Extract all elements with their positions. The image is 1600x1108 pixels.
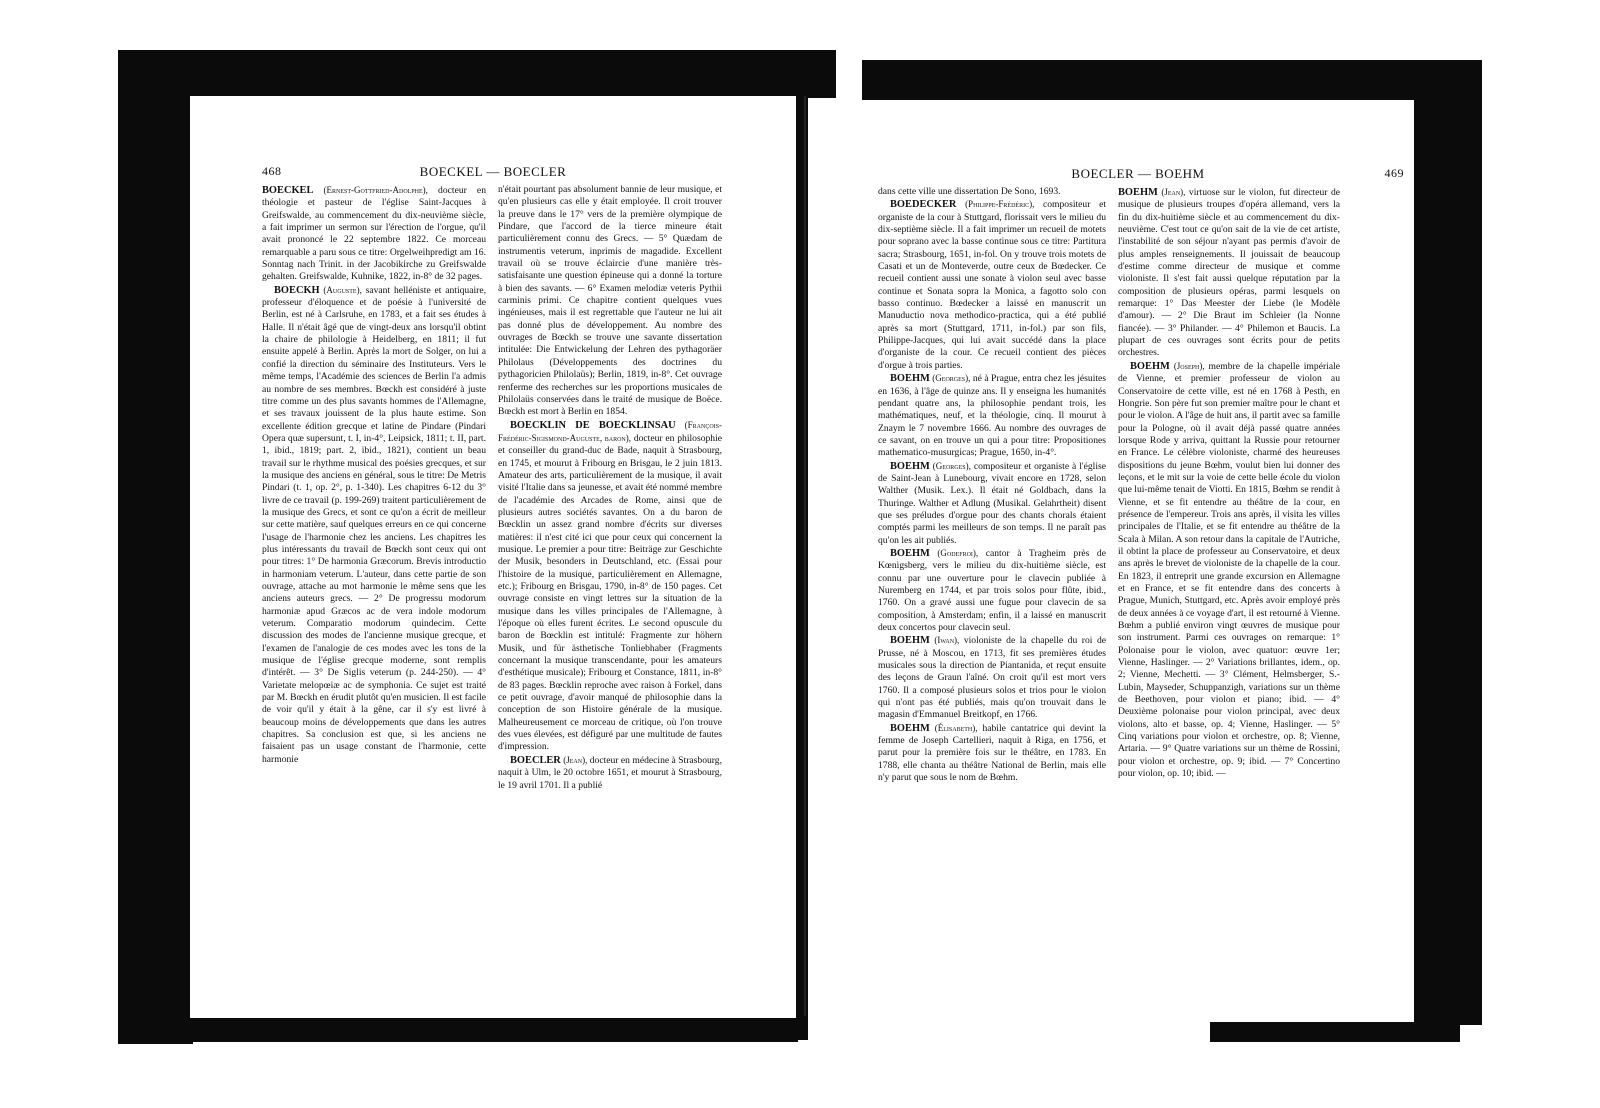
names: (Iwan), — [934, 635, 960, 646]
entry-boeckh — [262, 284, 486, 766]
entry-text: né à Prague, entra chez les jésuites en 1636, à l'âge de quinze ans. Il y enseigna les humanités pendant quatre ans, la philosophie pendant trois, les mathématiques, neuf, et la théologie, cinq. Il mourut à Znaym le 7 novembre 1666. Au nombre des ouvrages de ce savant, on en trouve un qui a pour titre: Propositiones mathematico-musurgicas; Prague, 1650, in-4°. — [878, 373, 1107, 459]
entry-boedecker — [878, 198, 1106, 372]
names: (Ernest-Gottfried-Adolphe), — [323, 185, 428, 195]
entry-boehm-godefroi — [878, 547, 1106, 634]
entry-boehm-jean — [1118, 186, 1340, 360]
headword: BOEHM — [890, 635, 930, 647]
entry-boeckel — [262, 184, 486, 284]
right-running-head: BOECLER — BOEHM — [1071, 166, 1205, 181]
names: (Georges), — [932, 373, 971, 384]
headword: BOECLER — [510, 754, 561, 766]
entry-boecler-continued — [878, 186, 1106, 198]
left-page-header — [190, 162, 796, 184]
entry-text: virtuose sur le violon, fut directeur de musique de plusieurs troupes d'opéra allemand, vers la fin du dix-huitième siècle et au commencement du dix-neuvième. C'est tout ce qu'on sait de la vie de cet artiste, l'instabilité de son séjour n'ayant pas permis d'avoir de plus amples renseignements. Il jouissait de beaucoup d'estime comme directeur de musique et comme violoniste. Il s'est fait aussi quelque réputation par la composition de plusieurs opéras, parmi lesquels on remarque: 1° Das Meester der Liebe (le Modèle d'amour). — 2° Die Braut im Schleier (la Nonne fiancée). — 3° Philander. — 4° Philemon et Baucis. La plupart de ces ouvrages sont écrits pour de petits orchestres. — [1118, 187, 1341, 359]
names: (Joseph), — [1173, 360, 1205, 371]
right-page-number: 469 — [1384, 166, 1404, 180]
entry-boehm-georges-1 — [878, 372, 1106, 459]
right-page-scan-border-bottom — [1210, 1022, 1460, 1042]
right-page — [862, 100, 1414, 1022]
entry-boehm-elisabeth — [878, 722, 1106, 785]
right-page-scan-border-right — [1412, 60, 1482, 1025]
names: (Georges), — [932, 460, 971, 471]
left-page-scan-border-bottom — [118, 1018, 798, 1042]
headword: BOEHM — [1118, 187, 1158, 198]
entry-text: compositeur et organiste de la cour à Stuttgard, florissait vers le milieu du dix-septième siècle. Il a fait imprimer un recueil de motets pour soprano avec la basse continue sous ce titre: Partitura sacra; Strasbourg, 1651, in-fol. On y trouve trois motets de Casati et un de Monteverde, outre ceux de Bœdecker. Ce recueil contient aussi une sonate à violon seul avec basse continue et Sonata sopra la Monica, a fagotto solo con basso continuo. Bœdecker a laissé en manuscrit un Manuductio nova methodico-practica, qui a été publié après sa mort (Stuttgard, 1711, in-fol.) par son fils, Philippe-Jacques, qui lui avait succédé dans la place d'organiste de la cour. Ce recueil contient des pièces d'orgue à trois parties. — [878, 199, 1106, 371]
right-page-scan-border-top — [862, 60, 1482, 102]
right-page-header — [862, 164, 1414, 186]
right-page-column-1 — [878, 186, 1106, 785]
entry-boehm-iwan — [878, 634, 1106, 721]
headword: BOECKH — [274, 284, 320, 296]
entry-text: n'était pourtant pas absolument bannie de leur musique, et qu'en plusieurs cas elle y était employée. Il croit trouver la preuve dans le 17° vers de la première olympique de Pindare, que l'accord de la tierce mineure était particulièrement connu des Grecs. — 5° Quædam de instrumentis veterum, inprimis de magadide. Excellent travail où se trouve éclaircie d'une manière très-satisfaisante une question épineuse qui a donné la torture à bien des savants. — 6° Examen melodiæ veteris Pythii carminis primi. Ce chapitre contient quelques vues ingénieuses, mais il est regrettable que l'auteur ne lui ait pas donné plus de développement. Au nombre des ouvrages de Bœckh se trouve une savante dissertation intitulée: Die Entwickelung der Lehren des pythagoräer Philolaus (Développements des doctrines du pythagoricien Philolaüs); Berlin, 1819, in-8°. Cet ouvrage renferme des recherches sur les proportions musicales de Philolaüs conservées dans le traité de musique de Boëce. Bœckh est mort à Berlin en 1854. — [498, 184, 722, 418]
entry-boehm-joseph — [1118, 360, 1340, 781]
left-page-scan-border-left — [118, 50, 193, 1044]
entry-text: savant helléniste et antiquaire, professeur d'éloquence et de poésie à l'université de Berlin, est né à Carlsruhe, en 1783, et a fait ses études à Halle. Il n'était âgé que de vingt-deux ans lorsqu'il obtint la chaire de philologie à Heidelberg, en 1811; il fut ensuite appelé à Berlin. Après la mort de Solger, on lui a confié la direction du séminaire des Instituteurs. Vers le même temps, l'Académie des sciences de Berlin l'a admis au nombre de ses membres. Bœckh est considéré à juste titre comme un des plus savants hommes de l'Allemagne, et ses travaux jouissent de la plus haute estime. Son excellente édition grecque et latine de Pindare (Pindari Opera quæ supersunt, t. I, in-4°, Leipsick, 1811; t. II, part. 1, ibid., 1819; part. 2, ibid., 1821), contient un beau travail sur le rhythme musical des poésies grecques, et sur la musique des anciens en général, sous le titre: De Metris Pindari (t. 1, op. 2°, p. 1-340). Les chapitres 6-12 du 3° livre de ce travail (p. 199-269) traitent particulièrement de la musique des Grecs, et sont ce qu'on a écrit de meilleur sur cette matière, sauf quelques erreurs en ce qui concerne l'usage de l'harmonie chez les anciens. Les chapitres les plus intéressants du travail de Bœckh sont ceux qui ont pour titres: 1° De harmonia Græcorum. Brevis introductio in harmoniam veterum. L'auteur, dans cette partie de son ouvrage, attache au mot harmonie le même sens que les anciens auteurs grecs. — 2° De progressu modorum harmoniæ apud Græcos ac de vera indole modorum veterum. Comparatio modorum quindecim. Cette discussion des modes de l'ancienne musique grecque, et l'examen de l'analogie de ces modes avec les tons de la musique de l'église grecque moderne, sont remplis d'intérêt. — 3° De Siglis veterum (p. 244-250). — 4° Varietate melopœiæ ac de symphonia. Ce sujet est traité par M. Bœckh en érudit plutôt qu'en musicien. Il est facile de voir qu'il y était à la gêne, car il s'y est livré à beaucoup moins de développements que dans les autres chapitres. Sa conclusion est que, si les anciens ne faisaient pas un usage constant de l'harmonie, cette harmonie — [262, 284, 486, 765]
entry-text: compositeur et organiste à l'église de Saint-Jean à Lunebourg, vivait encore en 1728, selon Walther (Musik. Lex.). Il était né Goldbach, dans la Thuringe. Walther et Adlung (Musikal. Gelahrtheit) disent que ses préludes d'orgue pour des chants chorals étaient comptés parmi les meilleurs de son temps. Il ne paraît pas qu'on les ait publiés. — [878, 460, 1106, 546]
headword: BOECKLIN DE BOECKLINSAU — [510, 419, 676, 431]
headword: BOEHM — [890, 460, 930, 472]
headword: BOEHM — [1130, 360, 1170, 372]
entry-boehm-georges-2 — [878, 460, 1106, 547]
left-running-head: BOECKEL — BOECLER — [419, 164, 567, 179]
left-gutter-line — [804, 96, 806, 1016]
entry-text: cantor à Tragheim près de Kœnigsberg, vers le milieu du dix-huitième siècle, est connu par une ouverture pour le clavecin publiée à Nuremberg en 1744, et par trois solos pour flûte, ibid., 1760. On a gravé aussi une fugue pour clavecin de sa composition, à Amsterdam; enfin, il a laissé en manuscrit deux concertos pour clavecin seul. — [878, 547, 1106, 634]
names: (Philippe-Frédéric), — [965, 199, 1035, 210]
entry-text: docteur en médecine à Strasbourg, naquit à Ulm, le 20 octobre 1651, et mourut à Strasbourg, le 19 avril 1701. Il a publié — [498, 754, 722, 791]
entry-boeckh-continued — [498, 184, 722, 419]
headword: BOEHM — [890, 722, 930, 734]
headword: BOEHM — [890, 373, 930, 385]
entry-text: dans cette ville une dissertation De Sono, 1693. — [878, 186, 1061, 197]
entry-text: violoniste de la chapelle du roi de Prusse, né à Moscou, en 1713, fit ses premières études musicales sous la direction de Piantanida, et reçut ensuite des leçons de Graun l'aîné. On croit qu'il est mort vers 1760. Il a composé plusieurs solos et trios pour le violon qui n'ont pas été publiés, mais qu'on trouvait dans le magasin d'Emmanuel Breitkopf, en 1766. — [878, 635, 1107, 721]
left-page — [190, 96, 796, 1018]
names: (Élisabeth), — [934, 722, 978, 733]
names: (François-Frédéric-Sigismond-Auguste, baron), — [498, 419, 722, 443]
entry-boecler — [498, 754, 722, 792]
entry-text: docteur en philosophie et conseiller du grand-duc de Bade, naquit à Strasbourg, en 1745, et mourut à Fribourg en Brisgau, le 2 juin 1813. Amateur des arts, particulièrement de la musique, il avait visité l'Italie dans sa jeunesse, et avait été nommé membre de l'académie des Arcades de Rome, ainsi que de plusieurs autres sociétés savantes. On a du baron de Bœcklin un assez grand nombre d'écrits sur diverses matières: il n'est cité ici que pour ceux qui concernent la musique. Le premier a pour titre: Beiträge zur Geschichte der Musik, besonders in Deutschland, etc. (Essai pour l'histoire de la musique, particulièrement en Allemagne, etc.); Fribourg en Brisgau, 1790, in-8° de 150 pages. Cet ouvrage consiste en vingt lettres sur la situation de la musique dans les villes principales de l'Allemagne, à l'époque où elles furent écrites. Le second opuscule du baron de Bœcklin est intitulé: Fragmente zur höhern Musik, und für ästhetische Tonliebhaber (Fragments concernant la musique transcendante, pour les amateurs d'esthétique musicale); Fribourg et Constance, 1811, in-8° de 83 pages. Bœcklin reproche avec raison à Forkel, dans ce petit ouvrage, d'avoir manqué de philosophie dans la conception de son Histoire générale de la musique. Malheureusement ce morceau de critique, où l'on trouve des vues élevées, est défiguré par une multitude de fautes d'impression. — [498, 432, 723, 753]
left-page-scan-border-top — [118, 50, 836, 98]
entry-text: docteur en théologie et pasteur de l'église Saint-Jacques à Greifswalde, au commencement du dix-neuvième siècle, a fait imprimer un sermon sur l'érection de l'orgue, qu'il avait prononcé le 22 septembre 1822. Ce morceau remarquable a paru sous ce titre: Orgelweihpredigt am 16. Sonntag nach Trinit. in der Jacobikirche zu Greifswalde gehalten. Greifswalde, Kuhnike, 1822, in-8° de 32 pages. — [262, 185, 486, 283]
left-page-column-2 — [498, 184, 722, 792]
headword: BOECKEL — [262, 185, 314, 196]
names: (Jean), — [1161, 187, 1186, 197]
names: (Godefroi), — [937, 547, 979, 558]
headword: BOEDECKER — [890, 199, 957, 211]
names: (Jean), — [563, 754, 588, 765]
entry-text: membre de la chapelle impériale de Vienne, et premier professeur de violon au Conservatoire de cette ville, est né en 1768 à Pesth, en Hongrie. Son père fut son premier maître pour le chant et pour le violon. A l'âge de huit ans, il partit avec sa famille pour la Pologne, où il avait déjà passé quatre années lorsque Rode y arriva, quittant la Russie pour retourner en France. Le célèbre violoniste, charmé des heureuses dispositions du jeune Bœhm, voulut bien lui donner des leçons, et le mit sur la voie de cette belle école du violon que lui-même tenait de Viotti. En 1815, Bœhm se rendit à Vienne, et se fit entendre au théâtre de la cour, en présence de l'empereur. Trois ans après, il visita les villes principales de l'Italie, et se fit entendre au théâtre de la Scala à Milan. A son retour dans la capitale de l'Autriche, il obtint la place de professeur au Conservatoire, et deux ans après le brevet de violoniste de la chapelle de la cour. En 1823, il entreprit une grande excursion en Allemagne et en France, et se fit entendre dans des concerts à Prague, Munich, Stuttgard, etc. Après avoir employé près de deux années à ce voyage d'art, il est retourné à Vienne. Bœhm a publié environ vingt œuvres de musique pour son instrument. Parmi ces ouvrages on remarque: 1° Polonaise pour le violon, avec quatuor: œuvre 1er; Vienne, Haslinger. — 2° Variations brillantes, idem., op. 2; Vienne, Mechetti. — 3° Clément, Helmsberger, S.-Lubin, Mayseder, Schuppanzigh, variations sur un thème de Beethoven, pour violon et piano; ibid. — 4° Deuxième polonaise pour violon principal, avec deux violons, alto et basse, op. 4; Vienne, Haslinger. — 5° Cinq variations pour violon et orchestre, op. 8; Vienne, Artaria. — 9° Quatre variations sur un thème de Rossini, pour violon et orchestre, op. 9; ibid. — 7° Concertino pour violon, op. 10; ibid. — — [1118, 360, 1340, 780]
entry-boecklin — [498, 419, 722, 754]
entry-text: habile cantatrice qui devint la femme de Joseph Cartellieri, naquit à Riga, en 1756, et parut pour la première fois sur le théâtre, en 1783. En 1788, elle chanta au théâtre National de Berlin, mais elle n'y parut que sous le nom de Bœhm. — [878, 722, 1106, 784]
right-page-column-2 — [1118, 186, 1340, 781]
names: (Auguste), — [323, 284, 362, 295]
headword: BOEHM — [890, 547, 930, 559]
left-page-column-1 — [262, 184, 486, 766]
left-page-scan-border-right — [796, 90, 808, 1040]
left-page-number: 468 — [262, 164, 282, 178]
